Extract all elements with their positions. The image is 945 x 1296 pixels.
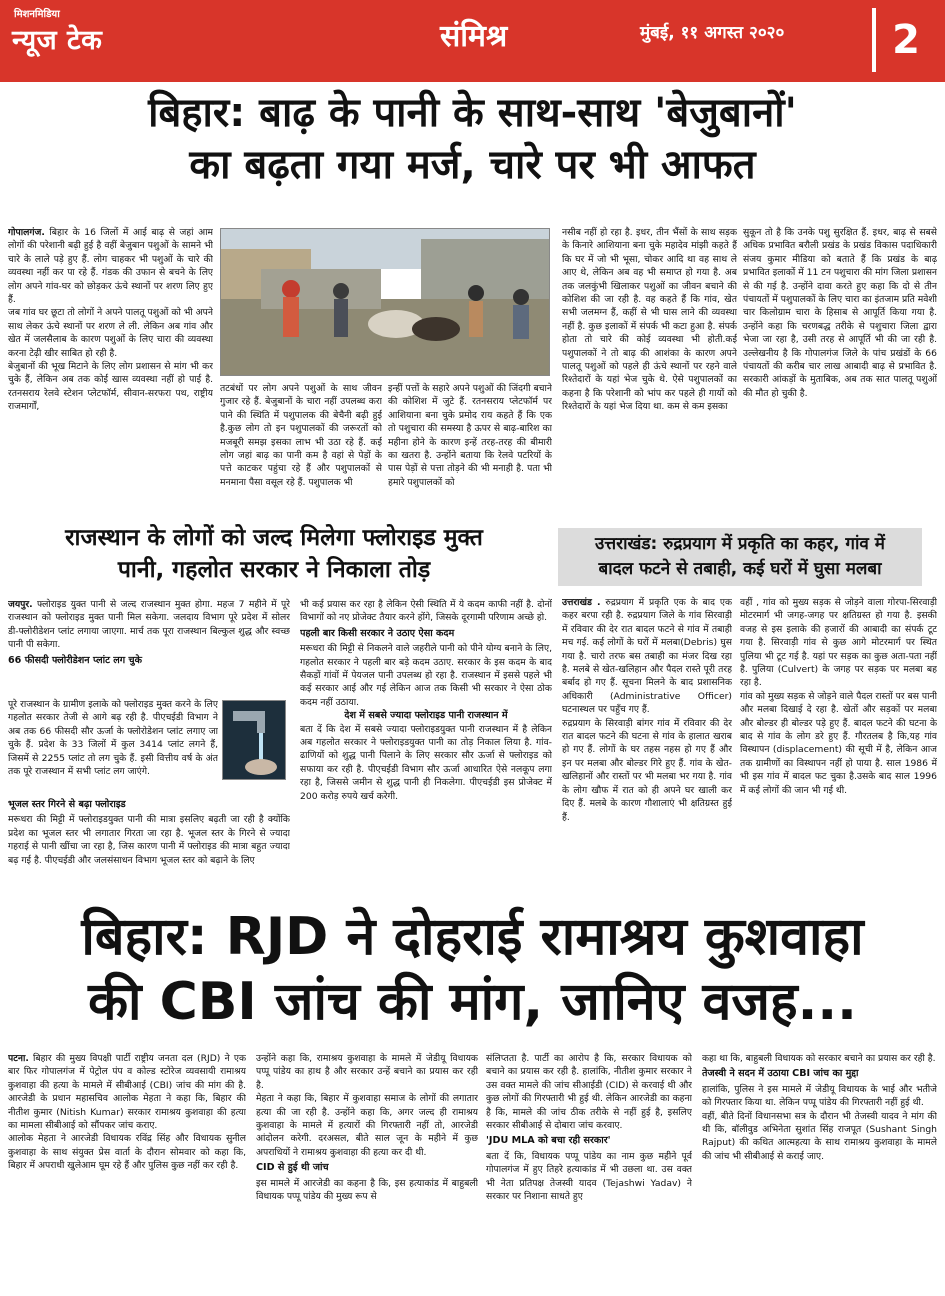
paragraph: भी कई प्रयास कर रहा है लेकिन ऐसी स्थिति में ये कदम काफी नहीं है. दोनों विभागों को नए प्रोजेक्ट तैयार करने होंगे, जिसके दूरगामी परिणाम अच्छे हो. [300,599,552,624]
masthead [0,0,945,82]
subheading: तेजस्वी ने सदन में उठाया CBI जांच का मुद्दा [702,1068,859,1080]
rajasthan-headline-2: पानी, गहलोत सरकार ने निकाला तोड़ [117,557,431,583]
subheading: देश में सबसे ज्यादा फ्लोराइड पानी राजस्थान में [344,710,508,722]
brand-logo[interactable]: न्यूज टेक [12,25,103,56]
bihar-flood-headline-1: बिहार: बाढ़ के पानी के साथ-साथ 'बेजुबानों' [148,90,797,136]
rajasthan-headline [8,522,540,586]
paragraph: वहीं, बीते दिनों विधानसभा सत्र के दौरान भी तेजस्वी यादव ने मांग की थी कि, बॉलीवुड अभिनेता सुशांत सिंह राजपूत (Sushant Singh Rajput) की कथित आत्महत्या के साथ रामाश्रय कुशवाहा के मामले की जांच भी सीबीआई से कराई जाए. [702,1110,937,1162]
water-tap-photo [222,700,286,780]
paragraph: रुद्रप्रयाग में प्रकृति एक के बाद एक कहर बरपा रही है. रुद्रप्रयाग जिले के गांव सिरवाड़ी में रविवार की देर रात बादल फटने से गांव में तबाही मच गई. कई लोगों के घरों में मलबा(Debris) घुस गया है. चारो तरफ बस तबाही का मंजर दिख रहा है. मलबे से खेत-खलिहान और पैदल रास्ते पूरी तरह बर्बाद हो गए हैं. सूचना मिलने के बाद प्रशासनिक अधिकारी (Administrative Officer) घटनास्थल पर पहुँच गए हैं. [562,597,732,716]
paragraph: मेहता ने कहा कि, बिहार में कुशवाहा समाज के लोगों की लगातार हत्या की जा रही है. उन्होंने कहा कि, अगर जल्द ही रामाश्रय कुशवाहा के मामले में हत्यारों की गिरफ्तारी नहीं तो, आरजेडी आंदोलन करेगी. दरअसल, बीते साल जून के महीने में कुछ अपराधियों ने रामाश्रय कुशवाहा की हत्या कर दी थी. [256,1093,478,1158]
rajasthan-col-1a [8,598,290,698]
paragraph: बेजुबानों की भूख मिटाने के लिए लोग प्रशासन से मांग भी कर चुके हैं, लेकिन अब तक कोई खास व्यवस्था नहीं हो पाई है. रतनसराय रेलवे स्टेशन प्लेटफॉर्म, सीवान-सरफरा पथ, राष्ट्रीय राजमार्गों, [8,361,213,413]
rjd-col-4 [702,1052,937,1288]
bihar-flood-headline-2: का बढ़ता गया मर्ज, चारे पर भी आफत [189,142,756,188]
bihar-flood-col-2: तटबंधों पर लोग अपने पशुओं के साथ जीवन गुजार रहे हैं. बेजुबानों के चारा नहीं उपलब्ध करा पाने की स्थिति में पशुपालक की बेचैनी बढ़ी हुई है.कुछ लोग तो इन पशुपालकों की जरूरतों को मजबूरी समझ इसका लाभ भी उठा रहे हैं. कई लोग जहां बाढ़ का पानी कम है वहां से पेड़ों के पत्ते काटकर पहुंचा रहे हैं और पशुपालकों से मनमाना पैसा वसूल रहे हैं. पशुपालक भी [220,383,382,488]
page-number: 2 [872,8,936,72]
dateline-lead: पटना. [8,1053,29,1064]
water-tap-image [223,701,286,780]
paragraph: बिहार के 16 जिलों में आई बाढ़ से जहां आम लोगों की परेशानी बढ़ी हुई है वहीं बेजुबान पशुओं के सामने भी चारे के लाले पड़े हुए हैं. लोग चाहकर भी पशुओं के चारे की व्यवस्था नहीं कर पा रहे हैं. गंडक की उफान से बचने के लिए लोग अपने गांव-घर को छोड़कर ऊंचे स्थानों पर शरण लिए हुए हैं. [8,227,213,306]
bihar-flood-col-5: सुकून तो है कि उनके पशु सुरक्षित हैं. इधर, बाढ़ से सबसे अधिक प्रभावित बरौली प्रखंड के प्रखंड विकास पदाधिकारी संजय कुमार मीडिया को बताते हैं कि प्रखंड के बाढ़ प्रभावित इलाकों में 11 टन पशुचारा की मांग जिला प्रशासन से की गई है. उन्होंने दावा करते हुए कहा कि दो से तीन पंचायतों में पशुपालकों के लिए चारा का इंतजाम प्रति मवेशी चार किलोग्राम चारा के हिसाब से आपूर्ति किया गया है. उन्होंने कहा कि चरणबद्ध तरीके से पशुचारा जिला द्वारा भेजा जा रहा है, उसी तरह से आपूर्ति भी की जा रही है. उल्लेखनीय है कि गोपालगंज जिले के पांच प्रखंडों के 66 पंचायतों की करीब चार लाख आबादी बाढ़ से प्रभावित है. सरकारी आंकड़ों के मुताबिक, अब तक सात पालतू पशुओं की मौत हो चुकी है. [743,227,937,399]
paragraph: मरूधरा की मिट्टी में फ्लोराइडयुक्त पानी की मात्रा इसलिए बढ़ती जा रही है क्योंकि प्रदेश का भूजल स्तर भी लगातार गिरता जा रहा है. भूजल स्तर के गिरने से ज्यादा गहराई से पानी खींचा जा रहा है, जिस कारण पानी में फ्लोराइड की मात्रा बहुत ज्यादा बढ़ गई है. पीएचईडी और जलसंसाधन विभाग भूजल स्तर को बढ़ाने के लिए [8,814,290,866]
bihar-flood-col-4: नसीब नहीं हो रहा है. इधर, तीन भैंसों के साथ सड़क के किनारे आशियाना बना चुके महादेव मांझी कहते हैं कि घर में जो भी भूसा, चोकर आदि था वह साथ ले आए थे, लेकिन अब वह भी समाप्त हो गया है. अब तक जलकुंभी खिलाकर पशुओं का जीवन बचाने की कोशिश की जा रही है. वह कहते हैं कि गांव, खेत सभी जलमग्न हैं, कहीं से भी घास लाने की व्यवस्था नहीं है. कुछ इलाकों में संपर्क भी कटा हुआ है. संपर्क होता तो चारे की कोई व्यवस्था भी होती.कई पशुपालकों ने तो बाढ़ की आशंका के कारण अपने पालतू पशुओं को पहले ही ऊंचे स्थानों पर रहने वाले रिश्तेदारों के यहां भेज चुके थे. ऐसे पशुपालकों का कहना है कि परेशानी को भांप कर पहले ही गायों को रिश्तेदारों के यहां भेज दिया था. कम से कम इसका [562,227,737,413]
dateline: मुंबई, ११ अगस्त २०२० [640,23,785,43]
uttarakhand-col-2 [740,596,937,902]
rjd-headline-1: बिहार: RJD ने दोहराई रामाश्रय कुशवाहा [81,907,864,967]
subheading: 66 फीसदी फ्लोरीडेशन प्लांट लग चुके [8,654,142,666]
subheading: CID से हुई थी जांच [256,1162,329,1174]
rjd-col-3 [486,1052,692,1288]
paragraph: बता दें कि, विधायक पप्पू पांडेय का नाम कुछ महीने पूर्व गोपालगंज में हुए तिहरे हत्याकांड में भी उछला था. उस वक्त भी नेता प्रतिपक्ष तेजस्वी यादव (Tejashwi Yadav) ने सरकार पर निशाना साधते हुए [486,1150,692,1203]
rajasthan-col-1c [8,796,290,900]
rjd-col-2 [256,1052,478,1288]
dateline-lead: जयपुर. [8,599,33,610]
subheading: 'JDU MLA को बचा रही सरकार' [486,1135,611,1147]
dateline-lead: गोपालगंज. [8,227,45,238]
dateline-lead: उत्तराखंड . [562,597,601,608]
rjd-col-1 [8,1052,246,1288]
brand-tagline: मिशनमिडिया [14,9,60,20]
rajasthan-col-1b: पूरे राजस्थान के ग्रामीण इलाके को फ्लोराइड मुक्त करने के लिए गहलोत सरकार तेजी से आगे बढ़ रही है. पीएचईडी विभाग ने अब तक 66 फीसदी सौर ऊर्जा के फ्लोरोडेशन प्लांट लगाए जा चुके हैं. प्रदेश के 33 जिलों में कुल 3414 प्लांट लगने हैं, जिसमें से 2255 प्लांट तो लग चुके हैं. इसी वित्तीय वर्ष के अंत तक पूरे राजस्थान में सभी प्लांट लग जाएंगे. [8,699,218,778]
paragraph: रुद्रप्रयाग के सिरवाड़ी बांगर गांव में रविवार की देर रात बादल फटने की घटना से गांव के हालात खराब हो गए हैं. लोगों के घर तहस नहस हो गए हैं और इन पर मलबा और बोल्डर गिरे हुए हैं. गांव के खेत-खलिहानों और रास्तों पर भी मलबा भर गया है. गांव के लोग खौफ में रात को ही अपने घर खाली कर दिए हैं. मलबे के कारण गौशालाएं भी क्षतिग्रस्त हुई हैं. [562,717,732,823]
paragraph: जब गांव घर छूटा तो लोगों ने अपने पालतू पशुओं को भी अपने साथ लेकर ऊंचे स्थानों पर शरण ले ली. लेकिन अब गांव और खेत में जलसैलाब के कारण पशुओं के लिए चारा की व्यवस्था करना टेढ़ी खीर साबित हो रही है. [8,307,213,359]
uttarakhand-headline-box [558,528,922,586]
paragraph: इस मामले में आरजेडी का कहना है कि, इस हत्याकांड में बाहुबली विधायक पप्पू पांडेय की मुख्य रूप से [256,1177,478,1203]
paragraph: हालांकि, पुलिस ने इस मामले में जेडीयू विधायक के भाई और भतीजे को गिरफ्तार किया था. लेकिन पप्पू पांडेय की गिरफ्तारी नहीं हुई थी. [702,1083,937,1109]
paragraph: बता दें कि देश में सबसे ज्यादा फ्लोराइडयुक्त पानी राजस्थान में है लेकिन अब गहलोत सरकार ने फ्लोराइडयुक्त पानी का तोड़ निकाल लिया है. गांव-ढाणियों को शुद्ध पानी पिलाने के लिए सरकार सौर ऊर्जा से फ्लोराइड को सफाया कर रही है. पीएचईडी विभाग सौर ऊर्जा आधारित ऐसे नलकूप लगा रहा है, जिससे जमीन से शुद्ध पानी ही निकलेगा. पीएचईडी इस प्रोजेक्ट में 200 करोड़ रुपये खर्च करेगी. [300,723,552,802]
bihar-flood-col-1 [8,226,213,516]
paragraph: वहीं , गांव को मुख्य सड़क से जोड़ने वाला गोरपा-सिरवाड़ी मोटरमार्ग भी जगह-जगह पर क्षतिग्रस्त हो गया है. इसकी वजह से इस इलाके की हजारों की आबादी का संपर्क टूट गया है. सिरवाड़ी गांव से कुछ आगे मोटरमार्ग पर स्थित पुलिया भी टूट गई है. यहां पर सड़क का कुछ अता-पता नहीं है. पुलिया (Culvert) के जगह पर सड़क पर मलबा बह रहा है. [740,597,937,689]
paragraph: संलिप्तता है. पार्टी का आरोप है कि, सरकार विधायक को बचाने का प्रयास कर रही है. हालांकि, नीतीश कुमार सरकार ने उस वक्त मामले की जांच सीआईडी (CID) से करवाई थी और कुछ लोगों की गिरफ्तारी भी हुई थी. लेकिन आरजेडी का कहना है कि, मामले की जांच ठीक तरीके से नहीं हुई है, इसलिए सरकार सीबीआई से दोबारा जांच करवाए. [486,1053,692,1132]
rajasthan-col-2 [300,598,552,902]
flood-cattle-image [221,229,550,376]
subheading: भूजल स्तर गिरने से बढ़ा फ्लोराइड [8,799,126,810]
uttarakhand-col-1 [562,596,732,902]
flood-photo [220,228,550,376]
paragraph: गांव को मुख्य सड़क से जोड़ने वाले पैदल रास्तों पर बस पानी और मलबा दिखाई दे रहा है. खेतों और सड़कों पर मलबा और बोल्डर ही बोल्डर पड़े हुए हैं. बादल फटने की घटना के बाद से गांव के लोग डरे हुए हैं. गौरतलब है कि,यह गांव विस्थापन (displacement) की सूची में है, लेकिन आज तक ग्रामीणों का विस्थापन नहीं हो पाया है. साल 1986 में भी इस गांव में बादल फट चुका है.उसके बाद साल 1996 में कई लोगों की जान भी गई थी. [740,690,937,796]
uttarakhand-headline-1: उत्तराखंड: रुद्रप्रयाग में प्रकृति का कहर, गांव में [595,534,885,554]
section-title: संमिश्र [440,19,508,54]
paragraph: मरूधरा की मिट्टी से निकलने वाले जहरीले पानी को पीने योग्य बनाने के लिए, गहलोत सरकार ने पहली बार बड़े कदम उठाए. सरकार के इस कदम के बाद सैकड़ों गांवों में पेयजल पानी उपलब्ध हो रहा है. राजस्थान में इससे पहले भी कई सरकार आई और गई लेकिन आज तक किसी भी सरकार ने ऐसा ठोक कदम नहीं उठाया. [300,643,552,708]
paragraph: फ्लोराइड युक्त पानी से जल्द राजस्थान मुक्त होगा. महज 7 महीने में पूरे राजस्थान को फ्लोराइड मुक्त पानी मिल सकेगा. जलदाय विभाग पूरे प्रदेश में सोलर डी-फ्लोरीडेशन प्लांट लगाया जाएगा. मार्च तक पूरा राजस्थान बिल्कुल शुद्ध और स्वच्छ पानी पी सकेगा. [8,599,290,651]
subheading: पहली बार किसी सरकार ने उठाए ऐसा कदम [300,627,455,639]
rjd-headline-2: की CBI जांच की मांग, जानिए वजह... [88,972,857,1032]
paragraph: आलोक मेहता ने आरजेडी विधायक रविंद्र सिंह और विधायक सुनील कुशवाहा के साथ संयुक्त प्रेस वार्ता के दौरान सोमवार को कहा कि, बिहार में अपराधी खुलेआम घूम रहे हैं और पुलिस कुछ नहीं कर रही है. [8,1133,246,1172]
paragraph: उन्होंने कहा कि, रामाश्रय कुशवाहा के मामले में जेडीयू विधायक पप्पू पांडेय का हाथ है और सरकार उन्हें बचाने का प्रयास कर रही है. [256,1053,478,1091]
uttarakhand-headline-2: बादल फटने से तबाही, कई घरों में घुसा मलबा [598,559,882,579]
bihar-flood-col-3: इन्हीं पत्तों के सहारे अपने पशुओं की जिंदगी बचाने की कोशिश में जुटे हैं. रतनसराय प्लेटफॉर्म पर आशियाना बना चुके प्रमोद राय कहते हैं कि एक तो पशुचारा की समस्या है ऊपर से बाढ़-बारिश का महीना होने के कारण इन्हें तरह-तरह की बीमारी का खतरा है. उन्होंने बताया कि रेलवे पटरियों के पास पेड़ों से पत्ता तोड़ने की भी मनाही है. पता भी हमारे पशुपालकों को [388,383,552,488]
rajasthan-headline-1: राजस्थान के लोगों को जल्द मिलेगा फ्लोराइड मुक्त [65,525,483,551]
paragraph: कहा था कि, बाहुबली विधायक को सरकार बचाने का प्रयास कर रही है. [702,1053,936,1064]
paragraph: बिहार की मुख्य विपक्षी पार्टी राष्ट्रीय जनता दल (RJD) ने एक बार फिर गोपालगंज में पेट्रोल पंप व कोल्ड स्टोरेज व्यवसायी रामाश्रय कुशवाहा की हत्या के मामले में सीबीआई (CBI) जांच की मांग की है. आरजेडी के प्रधान महासचिव आलोक मेहता ने कहा कि, बिहार की नीतीश कुमार (Nitish Kumar) सरकार रामाश्रय कुशवाहा की हत्या का मामला सीबीआई को सौंपकर जांच कराए. [8,1053,246,1132]
